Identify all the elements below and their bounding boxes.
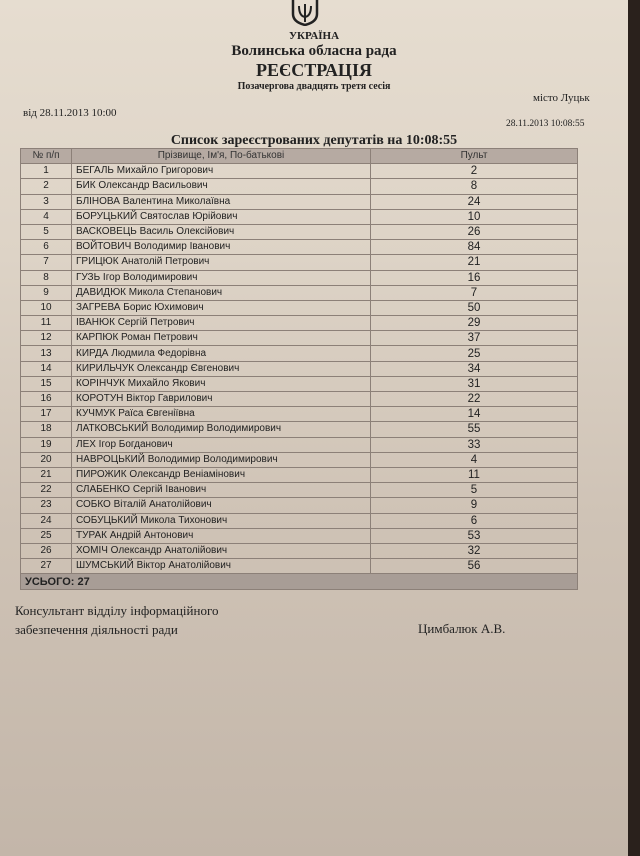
column-header-console: Пульт xyxy=(371,149,578,164)
doc-type-heading: РЕЄСТРАЦІЯ xyxy=(256,60,372,80)
signer-position-line1: Консультант відділу інформаційного xyxy=(15,603,219,618)
console-number: 2 xyxy=(371,164,578,179)
console-number: 37 xyxy=(371,331,578,346)
row-number: 6 xyxy=(21,240,72,255)
deputy-name: КУЧМУК Раїса Євгеніївна xyxy=(72,407,371,422)
total-row xyxy=(21,574,578,590)
row-number: 21 xyxy=(21,467,72,482)
row-number: 14 xyxy=(21,361,72,376)
deputy-name: КИРИЛЬЧУК Олександр Євгенович xyxy=(72,361,371,376)
row-number: 20 xyxy=(21,452,72,467)
console-number: 9 xyxy=(371,498,578,513)
console-number: 53 xyxy=(371,528,578,543)
table-row xyxy=(21,452,578,467)
table-row xyxy=(21,240,578,255)
deputy-name: СОБУЦЬКИЙ Микола Тихонович xyxy=(72,513,371,528)
deputy-name: СОБКО Віталій Анатолійович xyxy=(72,498,371,513)
table-row xyxy=(21,483,578,498)
table-row xyxy=(21,559,578,574)
console-number: 21 xyxy=(371,255,578,270)
row-number: 23 xyxy=(21,498,72,513)
deputy-name: ГРИЦЮК Анатолій Петрович xyxy=(72,255,371,270)
table-row xyxy=(21,224,578,239)
deputy-name: БЛІНОВА Валентина Миколаївна xyxy=(72,194,371,209)
row-number: 15 xyxy=(21,376,72,391)
deputy-name: ХОМІЧ Олександр Анатолійович xyxy=(72,543,371,558)
column-header-name: Прізвище, Ім'я, По-батькові xyxy=(72,149,371,164)
deputy-name: КАРПЮК Роман Петрович xyxy=(72,331,371,346)
console-number: 4 xyxy=(371,452,578,467)
table-row xyxy=(21,209,578,224)
row-number: 4 xyxy=(21,209,72,224)
console-number: 10 xyxy=(371,209,578,224)
row-number: 24 xyxy=(21,513,72,528)
console-number: 7 xyxy=(371,285,578,300)
row-number: 19 xyxy=(21,437,72,452)
console-number: 55 xyxy=(371,422,578,437)
deputy-name: НАВРОЦЬКИЙ Володимир Володимирович xyxy=(72,452,371,467)
session-heading: Позачергова двадцять третя сесія xyxy=(237,81,391,92)
deputy-name: БИК Олександр Васильович xyxy=(72,179,371,194)
deputy-name: ІВАНЮК Сергій Петрович xyxy=(72,316,371,331)
country-heading: УКРАЇНА xyxy=(288,30,340,42)
table-row xyxy=(21,376,578,391)
council-heading: Волинська обласна рада xyxy=(231,43,397,59)
deputy-name: ЛЕХ Ігор Богданович xyxy=(72,437,371,452)
row-number: 10 xyxy=(21,300,72,315)
deputy-name: СЛАБЕНКО Сергій Іванович xyxy=(72,483,371,498)
table-row xyxy=(21,437,578,452)
row-number: 22 xyxy=(21,483,72,498)
row-number: 3 xyxy=(21,194,72,209)
console-number: 32 xyxy=(371,543,578,558)
city-label: місто Луцьк xyxy=(533,92,590,104)
deputy-name: ВОЙТОВИЧ Володимир Іванович xyxy=(72,240,371,255)
row-number: 2 xyxy=(21,179,72,194)
deputy-name: КОРОТУН Віктор Гаврилович xyxy=(72,392,371,407)
deputy-name: ПИРОЖИК Олександр Веніамінович xyxy=(72,467,371,482)
console-number: 56 xyxy=(371,559,578,574)
row-number: 26 xyxy=(21,543,72,558)
row-number: 25 xyxy=(21,528,72,543)
row-number: 7 xyxy=(21,255,72,270)
table-row xyxy=(21,467,578,482)
deputy-name: ГУЗЬ Ігор Володимирович xyxy=(72,270,371,285)
row-number: 16 xyxy=(21,392,72,407)
table-row xyxy=(21,300,578,315)
deputy-name: КИРДА Людмила Федорівна xyxy=(72,346,371,361)
deputy-name: ДАВИДЮК Микола Степанович xyxy=(72,285,371,300)
table-row xyxy=(21,179,578,194)
deputy-name: КОРІНЧУК Михайло Якович xyxy=(72,376,371,391)
signer-position-line2: забезпечення діяльності ради xyxy=(15,622,178,637)
console-number: 14 xyxy=(371,407,578,422)
row-number: 9 xyxy=(21,285,72,300)
deputies-table xyxy=(20,148,578,590)
row-number: 11 xyxy=(21,316,72,331)
table-row xyxy=(21,255,578,270)
row-number: 13 xyxy=(21,346,72,361)
table-row xyxy=(21,498,578,513)
row-number: 18 xyxy=(21,422,72,437)
deputy-name: ЛАТКОВСЬКИЙ Володимир Володимирович xyxy=(72,422,371,437)
console-number: 22 xyxy=(371,392,578,407)
row-number: 5 xyxy=(21,224,72,239)
deputy-name: БЕГАЛЬ Михайло Григорович xyxy=(72,164,371,179)
list-title: Список зареєстрованих депутатів на 10:08:55 xyxy=(170,133,458,148)
table-row xyxy=(21,361,578,376)
deputy-name: ЗАГРЕВА Борис Юхимович xyxy=(72,300,371,315)
deputy-name: ВАСКОВЕЦЬ Василь Олексійович xyxy=(72,224,371,239)
table-row xyxy=(21,392,578,407)
deputy-name: БОРУЦЬКИЙ Святослав Юрійович xyxy=(72,209,371,224)
console-number: 31 xyxy=(371,376,578,391)
table-row xyxy=(21,270,578,285)
deputy-name: ТУРАК Андрій Антонович xyxy=(72,528,371,543)
table-row xyxy=(21,528,578,543)
row-number: 17 xyxy=(21,407,72,422)
console-number: 34 xyxy=(371,361,578,376)
console-number: 29 xyxy=(371,316,578,331)
row-number: 27 xyxy=(21,559,72,574)
console-number: 84 xyxy=(371,240,578,255)
console-number: 25 xyxy=(371,346,578,361)
print-timestamp: 28.11.2013 10:08:55 xyxy=(506,119,585,129)
console-number: 24 xyxy=(371,194,578,209)
signer-name: Цимбалюк А.В. xyxy=(418,621,506,636)
session-date: від 28.11.2013 10:00 xyxy=(23,107,117,119)
table-row xyxy=(21,164,578,179)
table-row xyxy=(21,331,578,346)
row-number: 12 xyxy=(21,331,72,346)
table-row xyxy=(21,285,578,300)
console-number: 33 xyxy=(371,437,578,452)
table-row xyxy=(21,513,578,528)
table-row xyxy=(21,346,578,361)
total-count: УСЬОГО: 27 xyxy=(21,574,578,590)
table-row xyxy=(21,407,578,422)
table-row xyxy=(21,543,578,558)
column-header-number: № п/п xyxy=(21,149,72,164)
console-number: 26 xyxy=(371,224,578,239)
console-number: 8 xyxy=(371,179,578,194)
table-row xyxy=(21,422,578,437)
row-number: 1 xyxy=(21,164,72,179)
console-number: 11 xyxy=(371,467,578,482)
console-number: 16 xyxy=(371,270,578,285)
row-number: 8 xyxy=(21,270,72,285)
deputy-name: ШУМСЬКИЙ Віктор Анатолійович xyxy=(72,559,371,574)
trident-emblem-icon xyxy=(290,0,320,26)
console-number: 6 xyxy=(371,513,578,528)
console-number: 5 xyxy=(371,483,578,498)
console-number: 50 xyxy=(371,300,578,315)
table-row xyxy=(21,316,578,331)
table-row xyxy=(21,194,578,209)
